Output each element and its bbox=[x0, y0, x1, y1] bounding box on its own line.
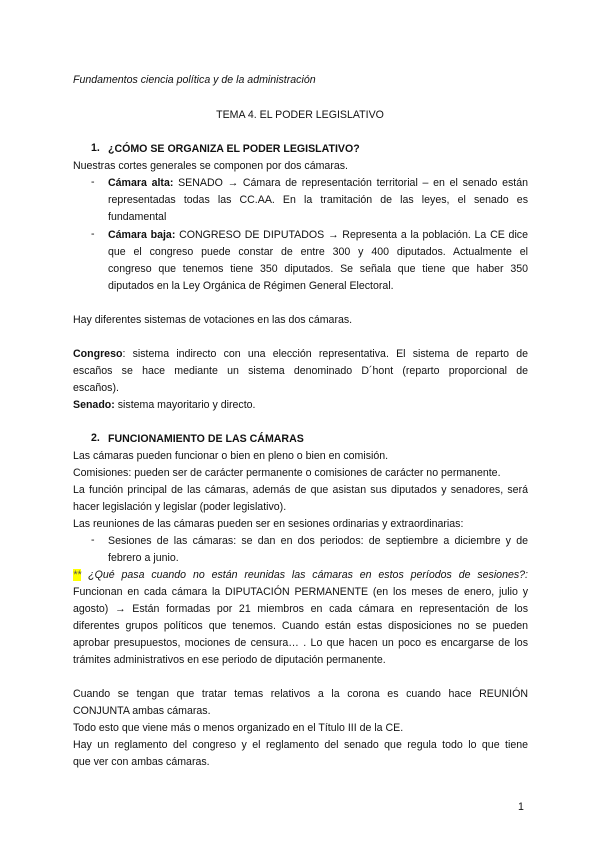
paragraph: Todo esto que viene más o menos organizado en el Título III de la CE. bbox=[73, 722, 404, 734]
bullet-dash: - bbox=[91, 534, 95, 546]
bullet-dash: - bbox=[91, 176, 95, 188]
paragraph-line: que ver con ambas cámaras. bbox=[73, 756, 210, 768]
paragraph: Las reuniones de las cámaras pueden ser en sesiones ordinarias y extraordinarias: bbox=[73, 518, 464, 530]
header-text: Fundamentos ciencia política y de la administración bbox=[73, 74, 316, 86]
paragraph-line: aprobar presupuestos, mociones de censura… . Lo que hacen un poco es encargarse de los bbox=[73, 637, 528, 649]
paragraph-line: La función principal de las cámaras, además de que asistan sus diputados y senadores, será bbox=[73, 484, 528, 496]
section-1-heading: ¿CÓMO SE ORGANIZA EL PODER LEGISLATIVO? bbox=[108, 143, 360, 155]
bullet-line: Cámara alta: SENADO → Cámara de representación territorial – en el senado están bbox=[108, 177, 529, 189]
section-1-number: 1. bbox=[91, 142, 100, 154]
paragraph: Comisiones: pueden ser de carácter permanente o comisiones de carácter no permanente. bbox=[73, 467, 501, 479]
paragraph: Hay diferentes sistemas de votaciones en las dos cámaras. bbox=[73, 314, 353, 326]
bullet-line: congreso que tenemos tiene 350 diputados. Se señala que tiene que haber 350 bbox=[108, 263, 528, 275]
section-2-number: 2. bbox=[91, 432, 100, 444]
bullet-line: febrero a junio. bbox=[108, 552, 179, 564]
paragraph-line: Congreso: sistema indirecto con una elección representativa. El sistema de reparto de bbox=[73, 348, 528, 360]
paragraph: Las cámaras pueden funcionar o bien en pleno o bien en comisión. bbox=[73, 450, 389, 462]
paragraph-line: hacer legislación y legislar (poder legislativo). bbox=[73, 501, 287, 513]
bullet-dash: - bbox=[91, 228, 95, 240]
paragraph: Nuestras cortes generales se componen por dos cámaras. bbox=[73, 160, 348, 172]
bullet-line: Sesiones de las cámaras: se dan en dos periodos: de septiembre a diciembre y de bbox=[108, 535, 528, 547]
bullet-line: Cámara baja: CONGRESO DE DIPUTADOS → Representa a la población. La CE dice bbox=[108, 229, 528, 241]
question-line: ** ¿Qué pasa cuando no están reunidas las cámaras en estos períodos de sesiones?: bbox=[73, 569, 528, 581]
paragraph-line: escaños se hace mediante un sistema denominado D´hont (reparto proporcional de bbox=[73, 365, 528, 377]
paragraph-line: Cuando se tengan que tratar temas relativos a la corona es cuando hace REUNIÓN bbox=[73, 688, 528, 700]
highlight-mark: ** bbox=[73, 569, 82, 581]
paragraph-line: diferentes grupos políticos que tenemos. Cuando están estas disposiciones no se pueden bbox=[73, 620, 528, 632]
paragraph-line: Senado: sistema mayoritario y directo. bbox=[73, 399, 256, 411]
bullet-line: representadas todas las CC.AA. En la tramitación de las leyes, el senado es bbox=[108, 194, 528, 206]
paragraph-line: Hay un reglamento del congreso y el reglamento del senado que regula todo lo que tiene bbox=[73, 739, 528, 751]
paragraph-line: escaños). bbox=[73, 382, 119, 394]
page-number: 1 bbox=[518, 801, 524, 813]
paragraph-line: CONJUNTA ambas cámaras. bbox=[73, 705, 211, 717]
bullet-line: que el congreso puede constar de entre 300 y 400 diputados. Actualmente el bbox=[108, 246, 528, 258]
section-2-heading: FUNCIONAMIENTO DE LAS CÁMARAS bbox=[108, 433, 304, 445]
doc-title: TEMA 4. EL PODER LEGISLATIVO bbox=[216, 109, 384, 121]
paragraph-line: Funcionan en cada cámara la DIPUTACIÓN PERMANENTE (en los meses de enero, julio y bbox=[73, 586, 528, 598]
bullet-line: diputados en la Ley Orgánica de Régimen General Electoral. bbox=[108, 280, 394, 292]
bullet-line: fundamental bbox=[108, 211, 167, 223]
running-header bbox=[73, 73, 528, 87]
paragraph-line: agosto) → Están formadas por 21 miembros en cada cámara en representación de los bbox=[73, 603, 528, 615]
paragraph-line: trámites administrativos en ese periodo de diputación permanente. bbox=[73, 654, 386, 666]
